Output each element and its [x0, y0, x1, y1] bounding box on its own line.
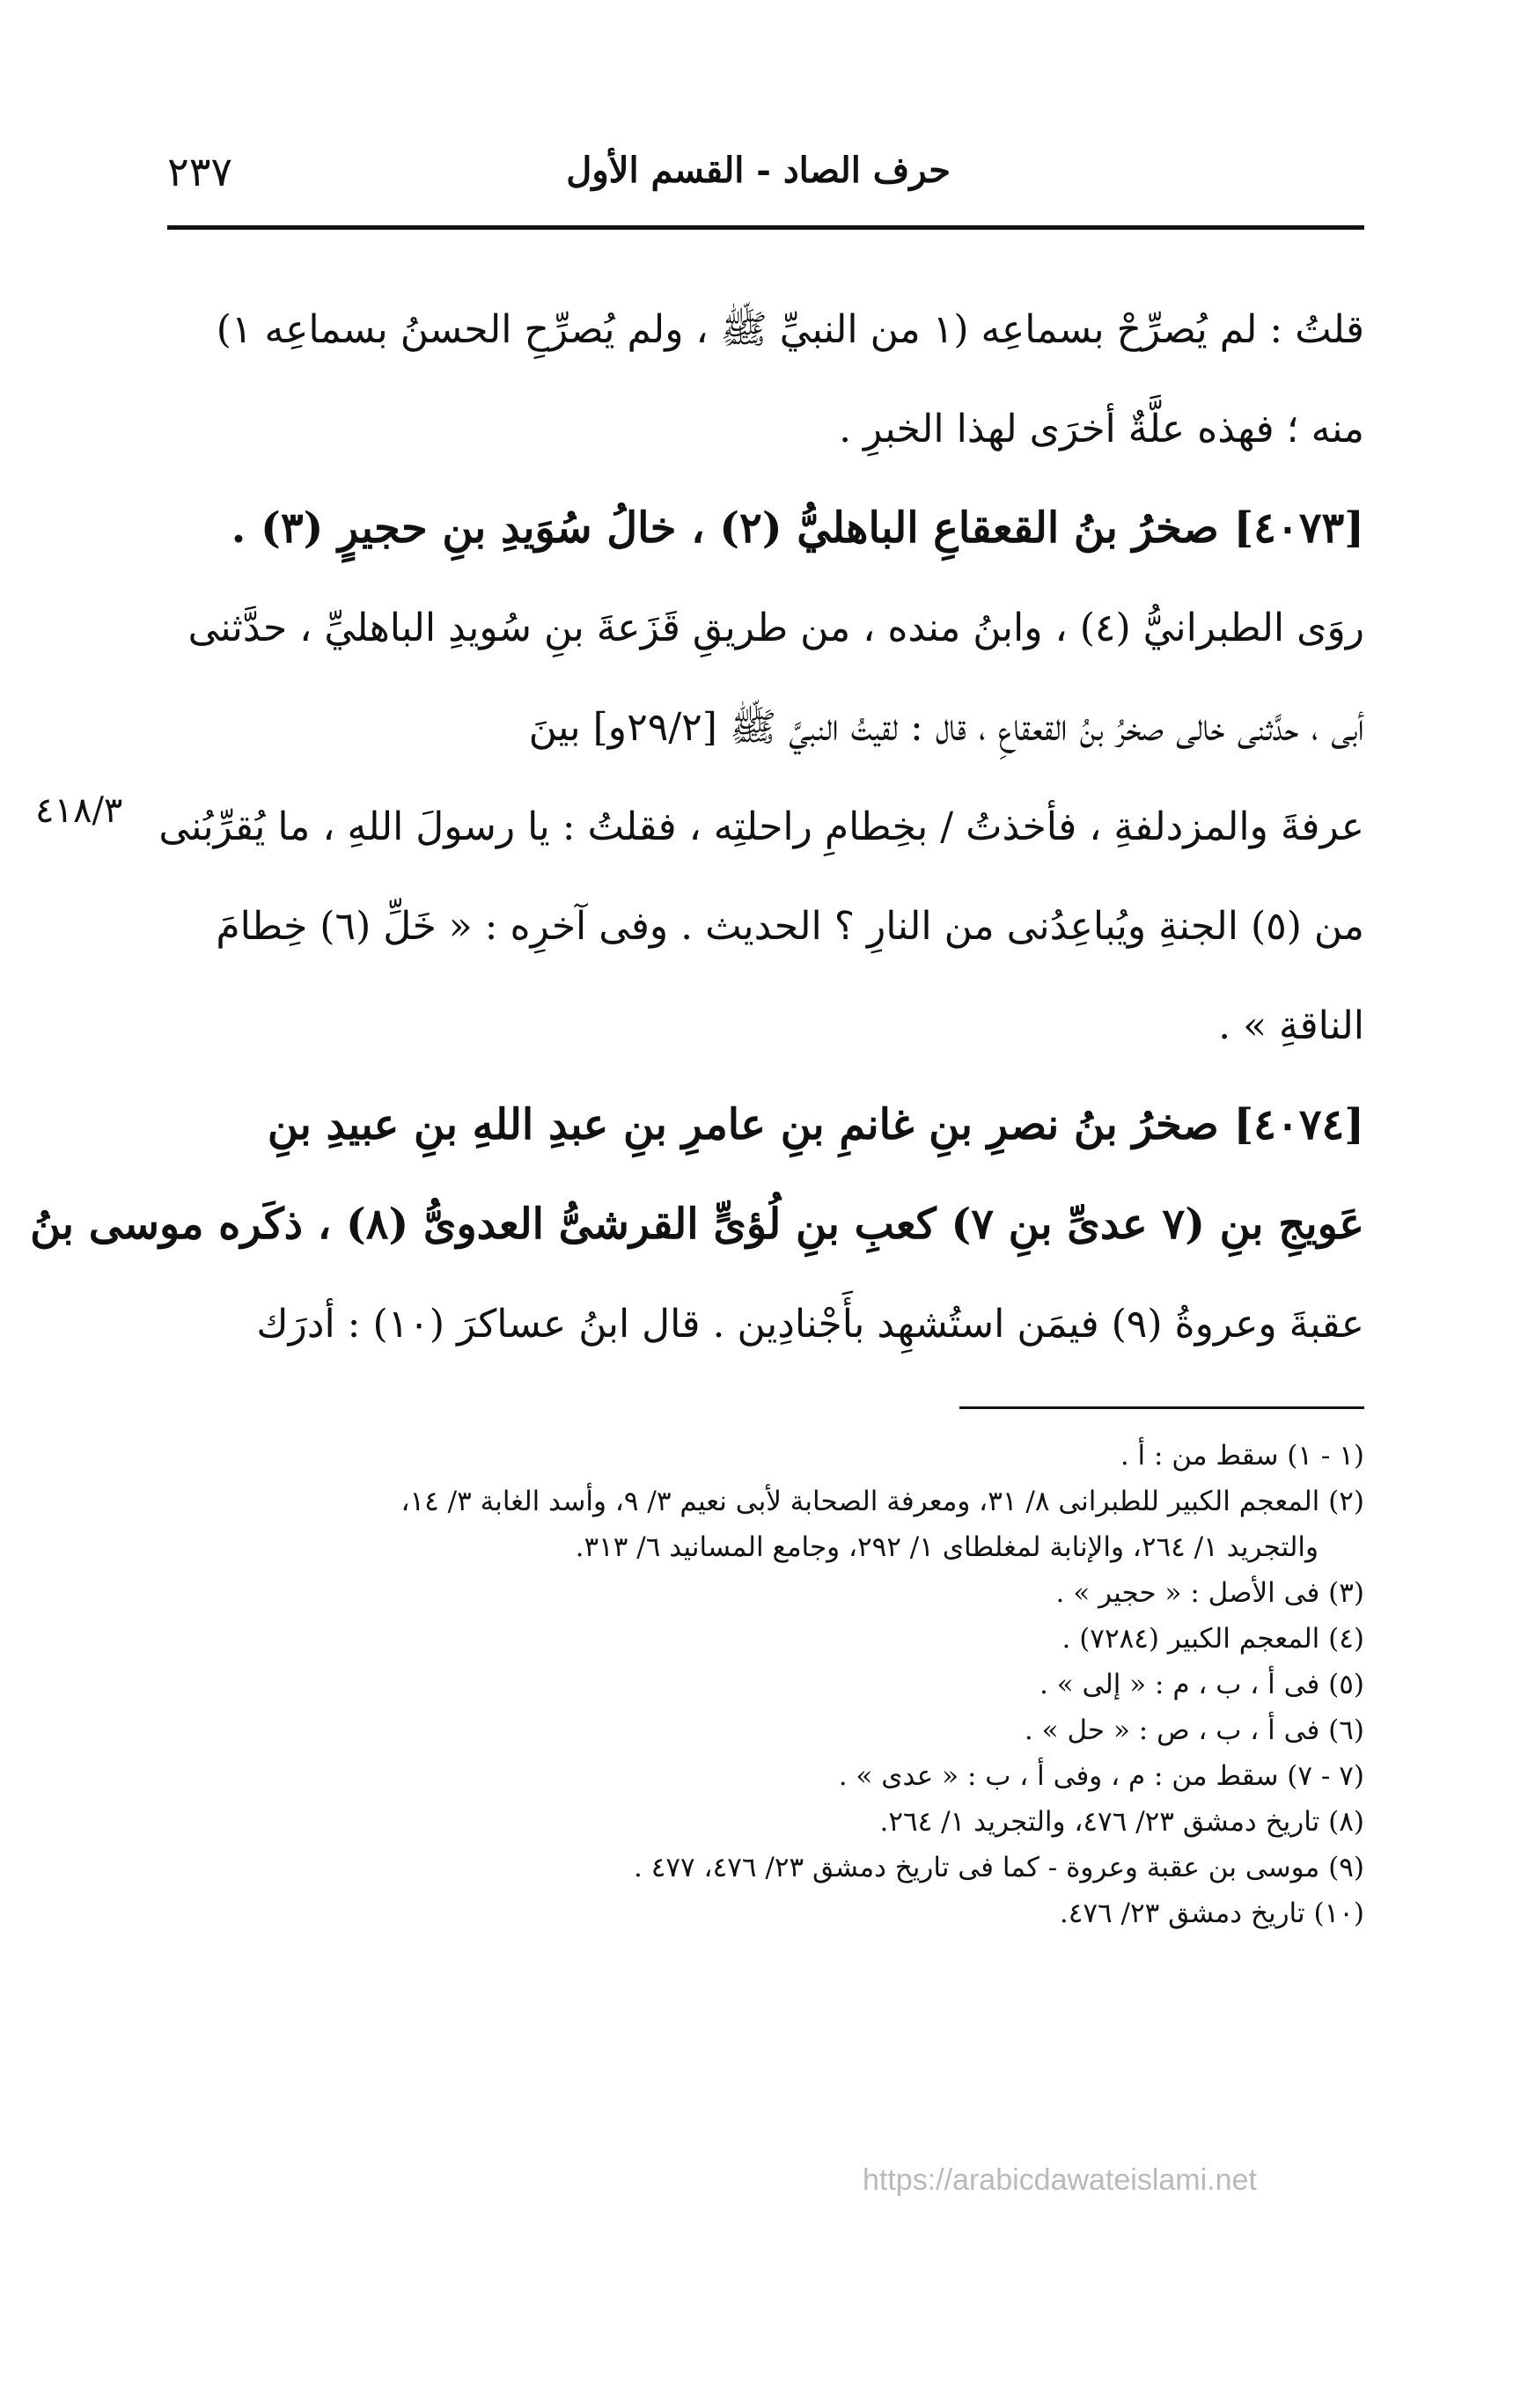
running-title: حرف الصاد - القسم الأول: [566, 150, 951, 191]
text-line: قلتُ : لم يُصرِّحْ بسماعِه (١ من النبيِّ ﷺ ، ولم يُصرِّحِ الحسنُ بسماعِه ١): [216, 307, 1364, 352]
footnote-rule: [959, 1406, 1364, 1409]
footnote-continuation: والتجريد ١/ ٢٦٤، والإنابة لمغلطاى ١/ ٢٩٢، وجامع المسانيد ٦/ ٣١٣.: [575, 1531, 1319, 1563]
page-header: [167, 148, 1364, 201]
footnote: (٢) المعجم الكبير للطبرانى ٨/ ٣١، ومعرفة الصحابة لأبى نعيم ٣/ ٩، وأسد الغابة ٣/ ١٤،: [400, 1486, 1364, 1517]
margin-volume-reference: ٤١٨/٣: [35, 790, 123, 831]
footnote: (١ - ١) سقط من : أ .: [1120, 1440, 1364, 1472]
footnote: (٥) فى أ ، ب ، م : « إلى » .: [1039, 1669, 1364, 1700]
footnote: (٧ - ٧) سقط من : م ، وفى أ ، ب : « عدى » .: [838, 1760, 1364, 1792]
entry-heading-4073: [٤٠٧٣] صخرُ بنُ القعقاعِ الباهليُّ (٢) ، خالُ سُوَيدِ بنِ حجيرٍ (٣) .: [231, 503, 1364, 553]
footnote: (٤) المعجم الكبير (٧٢٨٤) .: [1062, 1623, 1364, 1655]
entry-heading-4074-cont: عَويجِ بنِ (٧ عدىِّ بنِ ٧) كعبِ بنِ لُؤىٍّ القرشىُّ العدوىُّ (٨) ، ذكَره موسى بنُ: [30, 1200, 1364, 1249]
text-line: عرفةَ والمزدلفةِ ، فأخذتُ / بخِطامِ راحلتِه ، فقلتُ : يا رسولَ اللهِ ، ما يُقرِّبُنى: [158, 804, 1364, 849]
footnote: (٨) تاريخ دمشق ٢٣/ ٤٧٦، والتجريد ١/ ٢٦٤.: [879, 1806, 1364, 1838]
text-line: روَى الطبرانيُّ (٤) ، وابنُ منده ، من طريقِ قَزَعةَ بنِ سُويدِ الباهليِّ ، حدَّثنى: [187, 606, 1364, 650]
text-line: الناقةِ » .: [1218, 1003, 1364, 1048]
entry-heading-4074: [٤٠٧٤] صخرُ بنُ نصرِ بنِ غانمِ بنِ عامرِ بنِ عبدِ اللهِ بنِ عبيدِ بنِ: [267, 1100, 1364, 1149]
footnote: (١٠) تاريخ دمشق ٢٣/ ٤٧٦.: [1059, 1898, 1364, 1929]
page-number: ٢٣٧: [167, 148, 233, 195]
footnotes: [167, 1433, 1364, 1936]
text-line: منه ؛ فهذه علَّةٌ أخرَى لهذا الخبرِ .: [839, 407, 1364, 452]
watermark-url: https://arabicdawateislami.net: [863, 2163, 1257, 2197]
footnote: (٩) موسى بن عقبة وعروة - كما فى تاريخ دمشق ٢٣/ ٤٧٦، ٤٧٧ .: [634, 1852, 1364, 1883]
text-line: من (٥) الجنةِ ويُباعِدُنى من النارِ ؟ الحديث . وفى آخرِه : « خَلِّ (٦) خِطامَ: [216, 904, 1364, 949]
footnote: (٦) فى أ ، ب ، ص : « حل » .: [1024, 1714, 1364, 1746]
text-line: عقبةَ وعروةُ (٩) فيمَن استُشهِد بأَجْنادِين . قال ابنُ عساكرَ (١٠) : أدرَك: [256, 1302, 1364, 1347]
text-line: أبى ، حدَّثنى خالى صخرُ بنُ القعقاعِ ، قال : لقيتُ النبيَّ ﷺ [٢٩/٢و] بينَ: [528, 705, 1364, 750]
footnote: (٣) فى الأصل : « حجير » .: [1055, 1577, 1364, 1609]
header-rule: [167, 225, 1364, 230]
